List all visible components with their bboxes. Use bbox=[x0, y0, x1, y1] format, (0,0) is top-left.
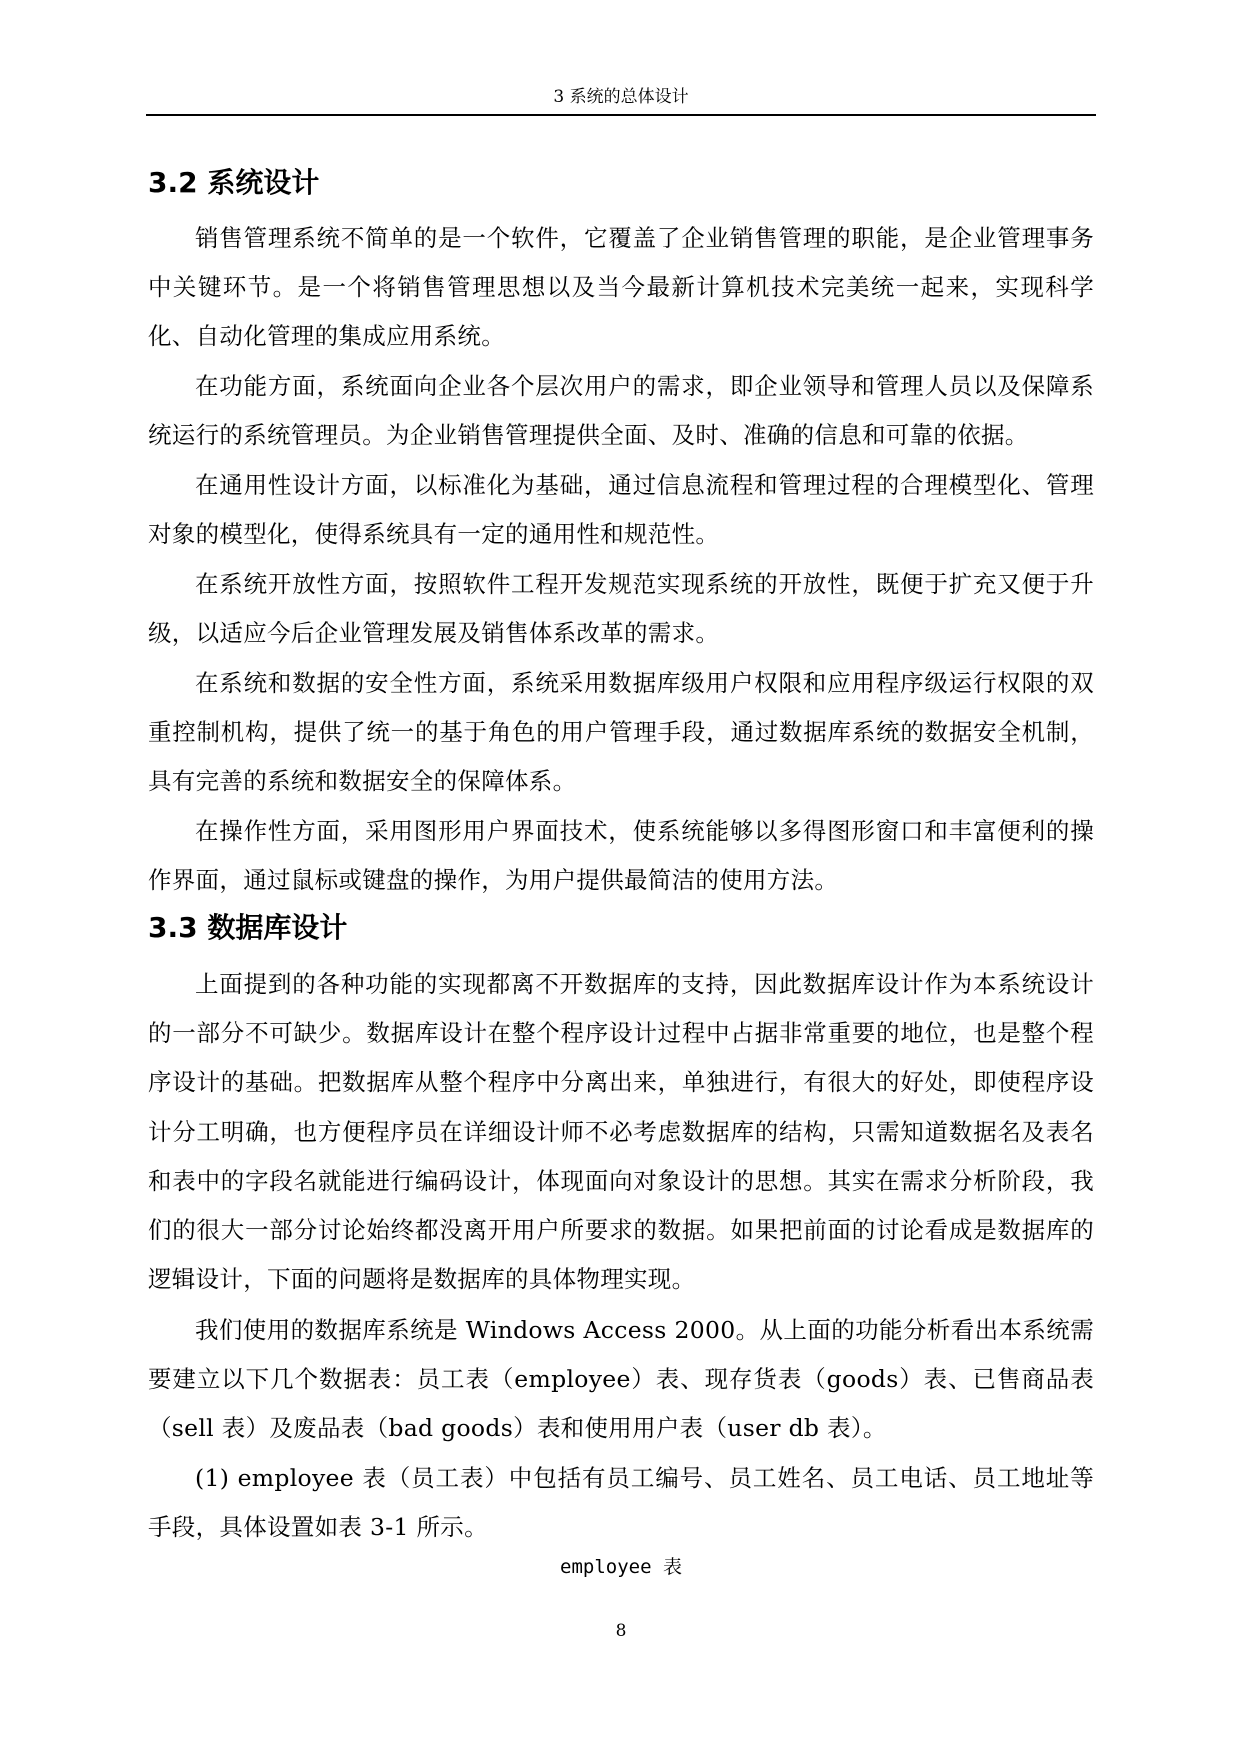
paragraph: 在通用性设计方面，以标准化为基础，通过信息流程和管理过程的合理模型化、管理对象的模型化，使得系统具有一定的通用性和规范性。 bbox=[148, 471, 1094, 549]
paragraph: 销售管理系统不简单的是一个软件，它覆盖了企业销售管理的职能，是企业管理事务中关键环节。是一个将销售管理思想以及当今最新计算机技术完美统一起来，实现科学化、自动化管理的集成应用系统。 bbox=[148, 224, 1094, 351]
paragraph: (1) employee 表（员工表）中包括有员工编号、员工姓名、员工电话、员工地址等手段，具体设置如表 3-1 所示。 bbox=[148, 1464, 1094, 1542]
paragraph: 我们使用的数据库系统是 Windows Access 2000。从上面的功能分析看出本系统需要建立以下几个数据表：员工表（employee）表、现存货表（goods）表、已售商品表（sell 表）及废品表（bad goods）表和使用用户表（user db 表）。 bbox=[148, 1316, 1094, 1443]
paragraph: 在操作性方面，采用图形用户界面技术，使系统能够以多得图形窗口和丰富便利的操作界面，通过鼠标或键盘的操作，为用户提供最简洁的使用方法。 bbox=[148, 817, 1094, 895]
running-header: 3 系统的总体设计 bbox=[553, 87, 689, 107]
page-number: 8 bbox=[615, 1621, 627, 1641]
paragraph: 在功能方面，系统面向企业各个层次用户的需求，即企业领导和管理人员以及保障系统运行的系统管理员。为企业销售管理提供全面、及时、准确的信息和可靠的依据。 bbox=[148, 372, 1094, 450]
header-rule bbox=[146, 114, 1096, 116]
section-heading-3-3: 3.3 数据库设计 bbox=[148, 911, 348, 944]
section-heading-3-2: 3.2 系统设计 bbox=[148, 166, 320, 199]
table-caption: employee 表 bbox=[560, 1556, 682, 1578]
paragraph: 在系统和数据的安全性方面，系统采用数据库级用户权限和应用程序级运行权限的双重控制机构，提供了统一的基于角色的用户管理手段，通过数据库系统的数据安全机制，具有完善的系统和数据安全的保障体系。 bbox=[148, 669, 1094, 796]
paragraph: 上面提到的各种功能的实现都离不开数据库的支持，因此数据库设计作为本系统设计的一部分不可缺少。数据库设计在整个程序设计过程中占据非常重要的地位，也是整个程序设计的基础。把数据库从整个程序中分离出来，单独进行，有很大的好处，即使程序设计分工明确，也方便程序员在详细设计师不必考虑数据库的结构，只需知道数据名及表名和表中的字段名就能进行编码设计，体现面向对象设计的思想。其实在需求分析阶段，我们的很大一部分讨论始终都没离开用户所要求的数据。如果把前面的讨论看成是数据库的逻辑设计，下面的问题将是数据库的具体物理实现。 bbox=[148, 970, 1094, 1294]
paragraph: 在系统开放性方面，按照软件工程开发规范实现系统的开放性，既便于扩充又便于升级，以适应今后企业管理发展及销售体系改革的需求。 bbox=[148, 570, 1094, 648]
